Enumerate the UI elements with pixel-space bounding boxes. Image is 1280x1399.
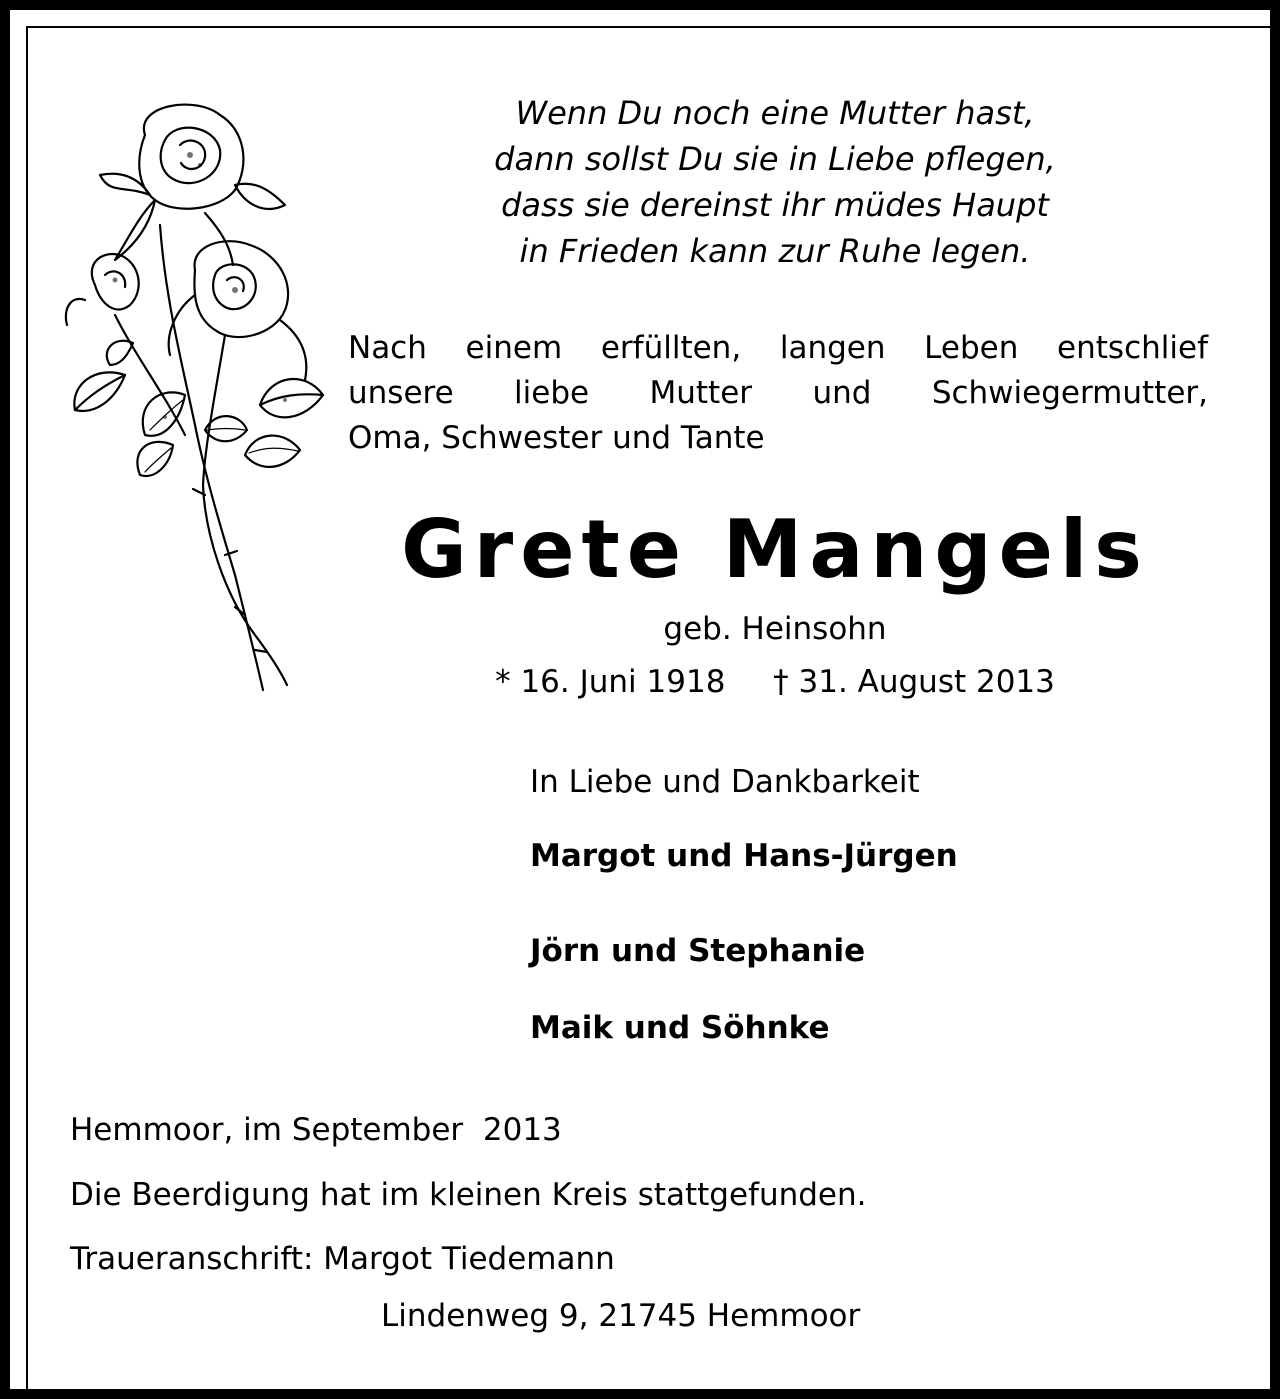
rose-illustration-icon bbox=[55, 95, 325, 695]
death-date: † 31. August 2013 bbox=[773, 664, 1055, 700]
poem-line: in Frieden kann zur Ruhe legen. bbox=[519, 232, 1031, 270]
announcement-line: Oma, Schwester und Tante bbox=[348, 420, 765, 456]
poem-line: dass sie dereinst ihr müdes Haupt bbox=[501, 186, 1049, 224]
mourners-intro: In Liebe und Dankbarkeit bbox=[530, 764, 920, 800]
mourner-family: Jörn und Stephanie bbox=[530, 933, 866, 969]
place-date: Hemmoor, im September 2013 bbox=[70, 1112, 562, 1148]
life-dates bbox=[350, 660, 1200, 704]
mourner-family: Maik und Söhnke bbox=[530, 1010, 830, 1046]
funeral-note: Die Beerdigung hat im kleinen Kreis stattgefunden. bbox=[70, 1177, 867, 1213]
announcement-line: Nach einem erfüllten, langen Leben entschlief bbox=[348, 330, 1208, 366]
deceased-name: Grete Mangels bbox=[401, 503, 1149, 596]
maiden-name: geb. Heinsohn bbox=[663, 611, 887, 647]
mourner-family: Margot und Hans-Jürgen bbox=[530, 838, 958, 874]
birth-date: * 16. Juni 1918 bbox=[495, 664, 726, 700]
poem-line: Wenn Du noch eine Mutter hast, bbox=[515, 94, 1035, 132]
poem bbox=[380, 90, 1170, 274]
announcement-line: unsere liebe Mutter und Schwiegermutter, bbox=[348, 375, 1208, 411]
announcement-text bbox=[348, 326, 1208, 461]
mourning-address-label: Traueranschrift: Margot Tiedemann bbox=[70, 1241, 615, 1277]
mourning-address: Lindenweg 9, 21745 Hemmoor bbox=[381, 1298, 861, 1334]
poem-line: dann sollst Du sie in Liebe pflegen, bbox=[494, 140, 1056, 178]
